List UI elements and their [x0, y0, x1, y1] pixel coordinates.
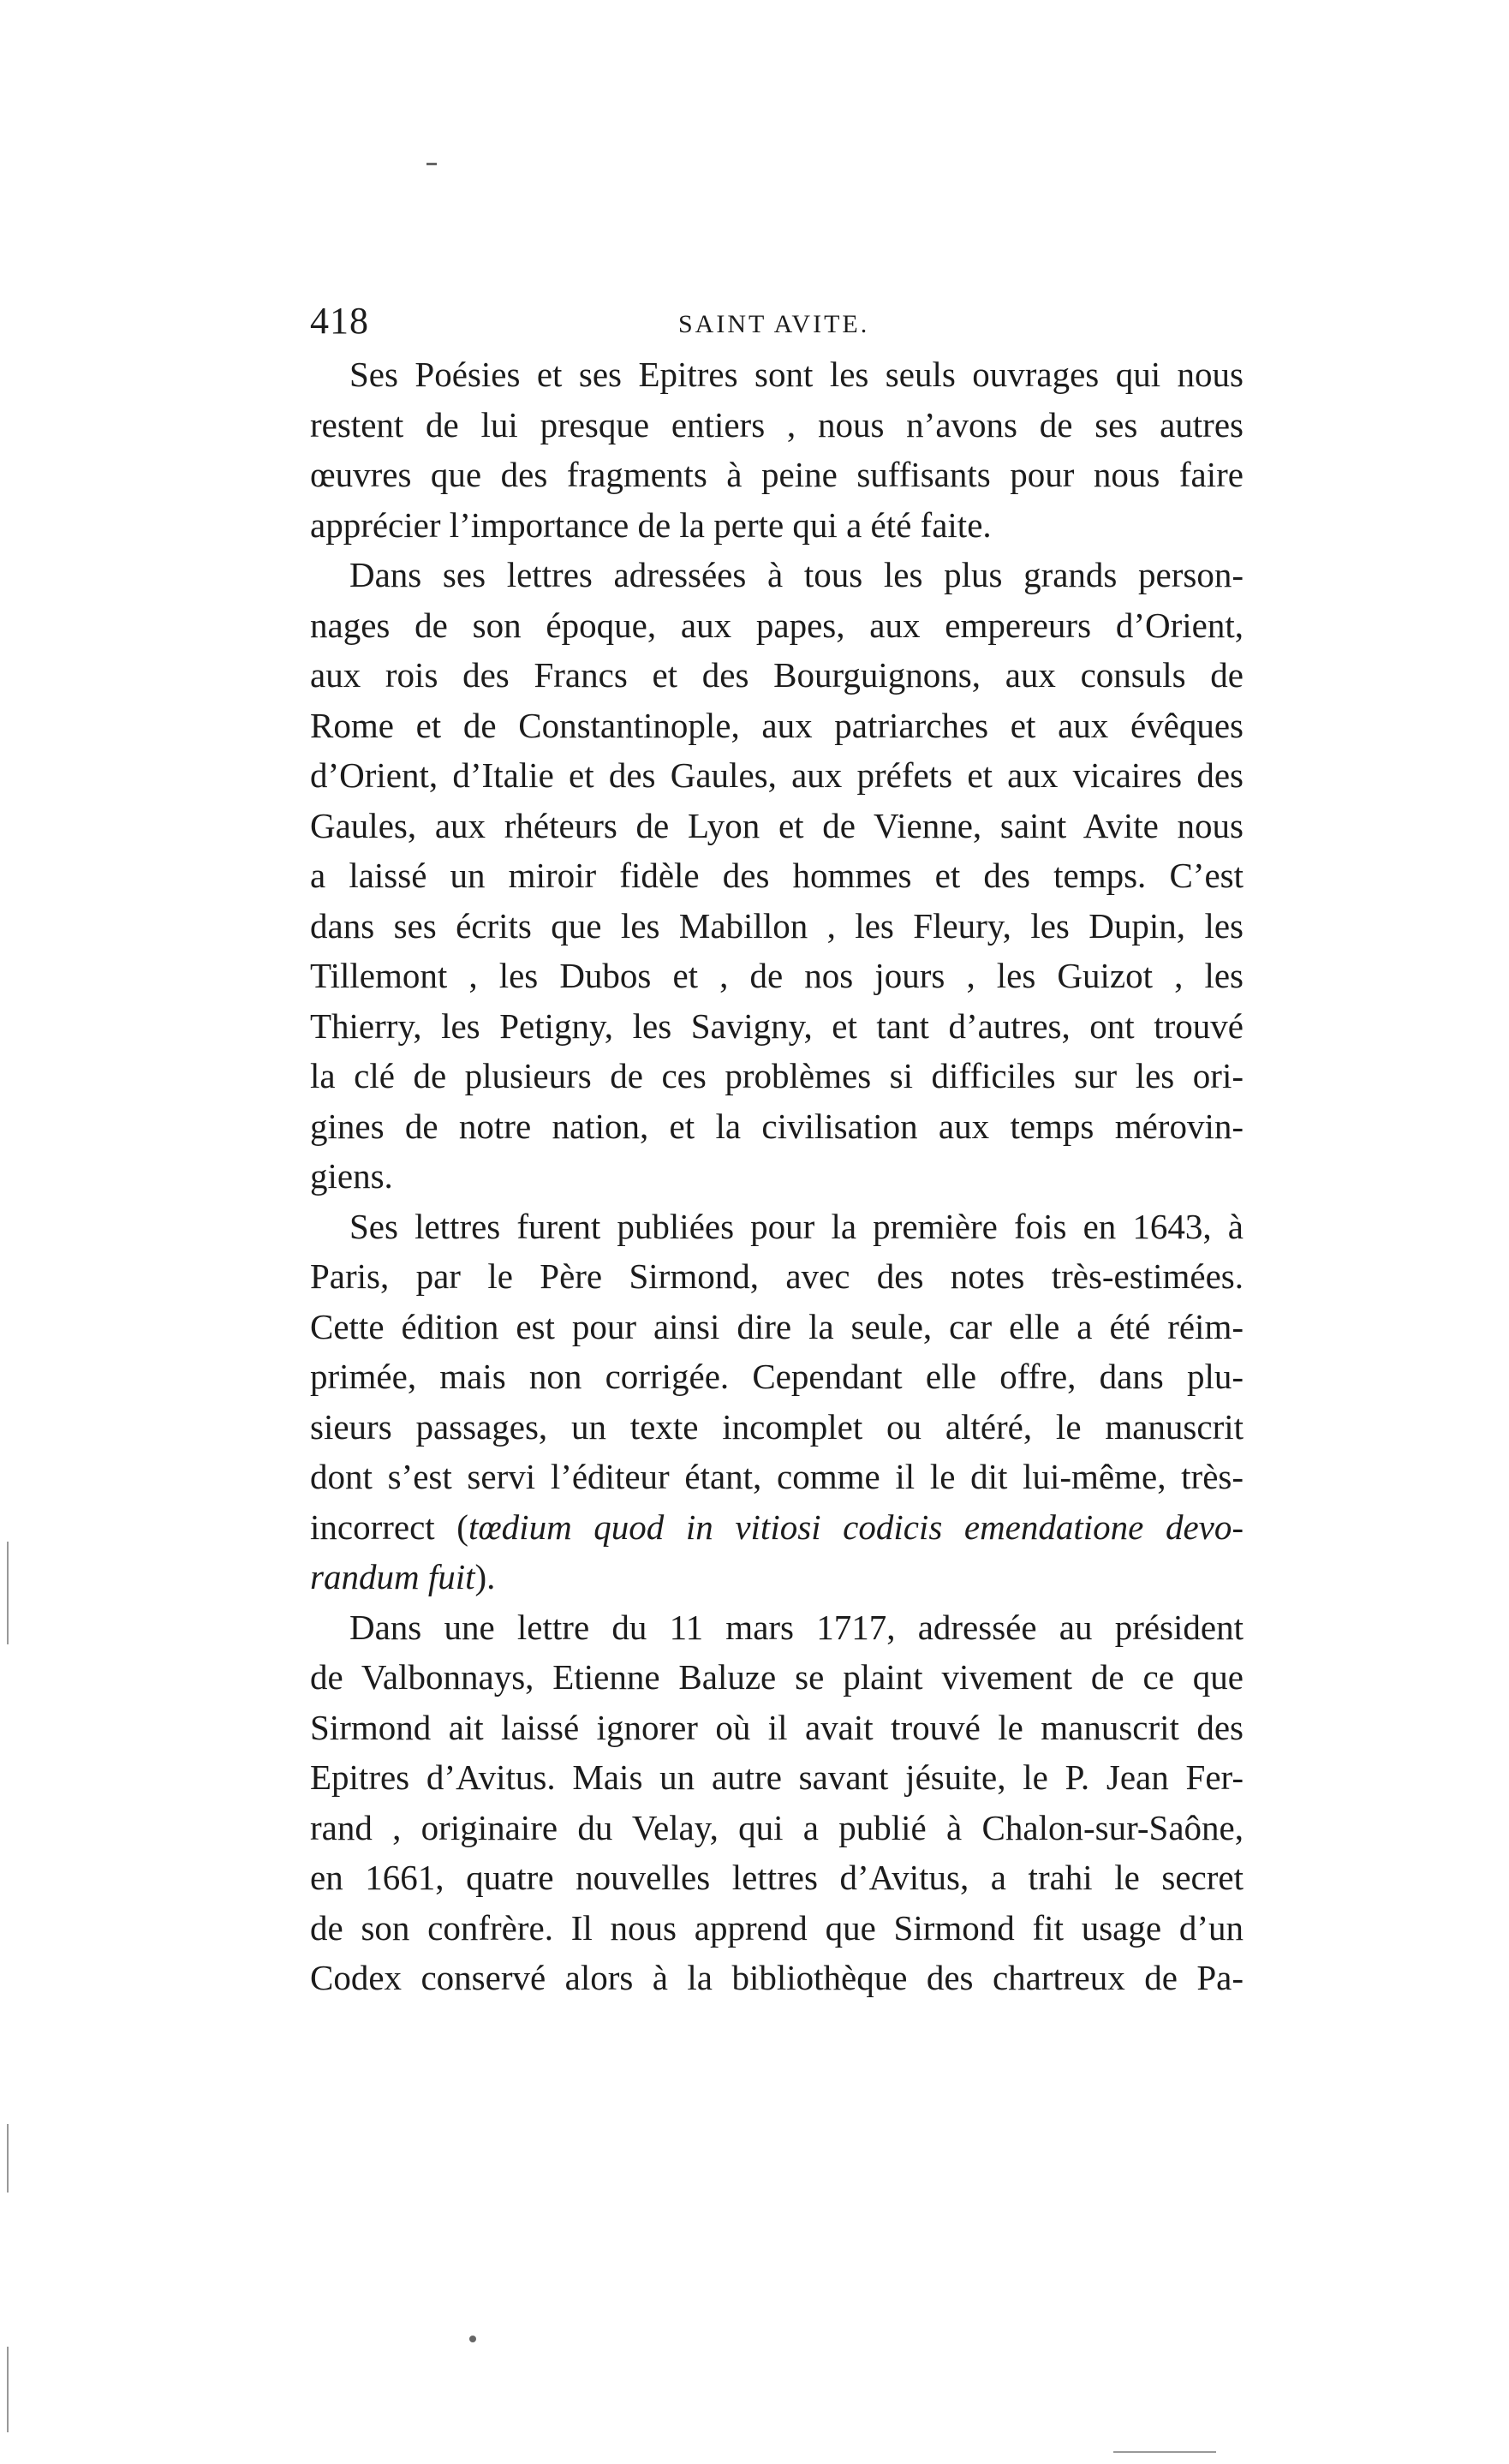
text-line: dont s’est servi l’éditeur étant, comme il le dit lui-même, très- — [310, 1457, 1244, 1496]
text-line: de Valbonnays, Etienne Baluze se plaint vivement de ce que — [310, 1657, 1244, 1697]
paragraph-2 — [310, 550, 1244, 1202]
text-line: Epitres d’Avitus. Mais un autre savant jésuite, le P. Jean Fer- — [310, 1757, 1244, 1797]
text-line: a laissé un miroir fidèle des hommes et des temps. C’est — [310, 856, 1244, 895]
text-line: aux rois des Francs et des Bourguignons, aux consuls de — [310, 655, 1244, 695]
text-line: d’Orient, d’Italie et des Gaules, aux préfets et aux vicaires des — [310, 755, 1244, 795]
paragraph-4 — [310, 1602, 1244, 2003]
paragraph-1 — [310, 349, 1244, 550]
text-line: giens. — [310, 1156, 393, 1196]
running-head — [310, 295, 1252, 347]
running-title: SAINT AVITE. — [678, 310, 870, 338]
text-line: Ses Poésies et ses Epitres sont les seuls ouvrages qui nous — [349, 355, 1244, 394]
text-line: Dans une lettre du 11 mars 1717, adressée au président — [349, 1607, 1244, 1647]
scan-edge-line — [7, 2347, 9, 2432]
text-line: Paris, par le Père Sirmond, avec des notes très-estimées. — [310, 1256, 1244, 1296]
scan-speck — [469, 2336, 476, 2342]
text-line: la clé de plusieurs de ces problèmes si difficiles sur les ori- — [310, 1056, 1244, 1095]
text-run: incorrect ( — [310, 1506, 468, 1547]
latin-quote-end: randum fuit — [310, 1557, 475, 1596]
text-line: Sirmond ait laissé ignorer où il avait trouvé le manuscrit des — [310, 1707, 1244, 1747]
text-line: Tillemont , les Dubos et , de nos jours , les Guizot , les — [310, 956, 1244, 995]
text-run: ). — [474, 1557, 496, 1596]
text-line: Codex conservé alors à la bibliothèque des chartreux de Pa- — [310, 1958, 1244, 1997]
scan-edge-line — [7, 1542, 9, 1644]
text-line: Gaules, aux rhéteurs de Lyon et de Vienne, saint Avite nous — [310, 805, 1244, 845]
text-line: nages de son époque, aux papes, aux empereurs d’Orient, — [310, 605, 1244, 645]
text-line: Thierry, les Petigny, les Savigny, et tant d’autres, ont trouvé — [310, 1005, 1244, 1046]
scan-edge-line — [7, 2124, 9, 2193]
paragraph-3 — [310, 1202, 1244, 1602]
scan-speck — [426, 163, 437, 165]
text-line — [310, 1502, 1244, 1553]
latin-quote: tœdium quod in vitiosi codicis emendatione devo- — [468, 1506, 1244, 1547]
body-text — [310, 349, 1244, 2003]
text-line: primée, mais non corrigée. Cependant elle offre, dans plu- — [310, 1357, 1244, 1396]
text-line — [310, 1552, 1244, 1602]
text-line: Cette édition est pour ainsi dire la seule, car elle a été réim- — [310, 1306, 1244, 1346]
text-line: en 1661, quatre nouvelles lettres d’Avitus, a trahi le secret — [310, 1858, 1244, 1897]
text-line: sieurs passages, un texte incomplet ou altéré, le manuscrit — [310, 1406, 1244, 1447]
text-line: restent de lui presque entiers , nous n’avons de ses autres — [310, 404, 1244, 444]
page-number: 418 — [310, 300, 369, 342]
text-line: de son confrère. Il nous apprend que Sirmond fit usage d’un — [310, 1907, 1244, 1948]
text-line: rand , originaire du Velay, qui a publié à Chalon-sur-Saône, — [310, 1807, 1244, 1847]
text-line: dans ses écrits que les Mabillon , les Fleury, les Dupin, les — [310, 905, 1244, 946]
text-line: gines de notre nation, et la civilisation aux temps mérovin- — [310, 1106, 1244, 1146]
text-line: œuvres que des fragments à peine suffisants pour nous faire — [310, 455, 1244, 494]
text-line: apprécier l’importance de la perte qui a été faite. — [310, 504, 992, 545]
text-line: Rome et de Constantinople, aux patriarches et aux évêques — [310, 705, 1244, 745]
text-line: Ses lettres furent publiées pour la première fois en 1643, à — [349, 1206, 1244, 1246]
text-line: Dans ses lettres adressées à tous les plus grands person- — [349, 555, 1244, 594]
scan-edge-line — [1113, 2451, 1216, 2453]
